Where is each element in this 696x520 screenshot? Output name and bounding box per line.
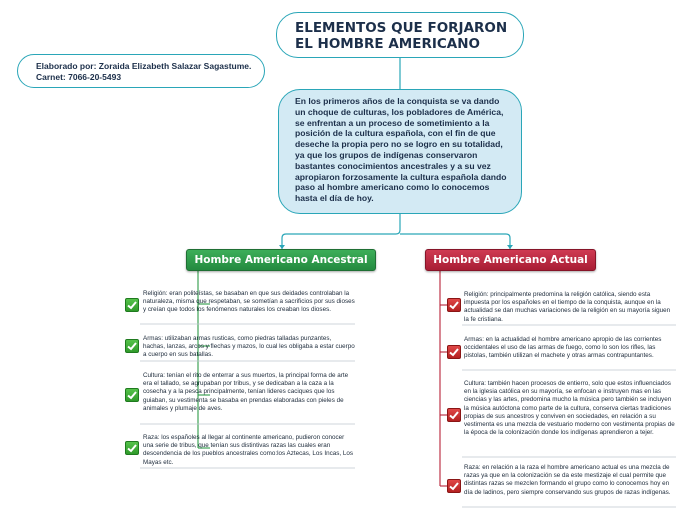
actual-item-armas[interactable]: Armas: en la actualidad el hombre americano apropio de las corrientes occidentales el uso de las armas de fuego, como lo son los rifles, las pistolas, también utilizan el machete y otras armas contrapuntantes. <box>464 336 662 360</box>
ancestral-item-cultura[interactable]: Cultura: tenían el rito de enterrar a sus muertos, la principal forma de arte era el tallado, se agrupaban por tribus, y se dedicaban a la caza a la cosecha y a la pesca principalmente, tenían lideres caciques que los guiaban, su vestimenta se basaba en prendas elaboradas con pieles de animales y plumaje de aves. <box>143 372 349 412</box>
connector-intro-ancestral <box>282 214 400 249</box>
author-text: Elaborado por: Zoraida Elizabeth Salazar Sagastume. Carnet: 7066-20-5493 <box>36 61 252 82</box>
actual-item-religion[interactable]: Religión: principalmente predomina la religión católica, siendo esta impuesta por los españoles en el tiempo de la conquista, aunque en la actualidad se dan muchas variaciones de la religión en su mayoría siguen la fe cristiana. <box>464 291 671 323</box>
intro-text: En los primeros años de la conquista se va dando un choque de culturas, los pobladores de América, se enfrentan a un proceso de sometimiento a la posición de la cultura española, con el fin de que deseche la propia pero no se logro en su totalidad, ya que los grupos de indígenas conservaron bastantes conocimientos ancestrales y a su vez apropiaron forzosamente la cultura española dando paso al hombre americano como lo conocemos hasta el día de hoy. <box>295 96 507 204</box>
connector-intro-actual <box>400 234 510 249</box>
branch-actual-header[interactable]: Hombre Americano Actual <box>425 249 596 271</box>
ancestral-item-religion[interactable]: Religión: eran politeístas, se basaban en que sus deidades controlaban la naturaleza, misma que respetaban, se sometían a sacrificios por sus dioses y creían que todos los fenómenos naturales los creaban los dioses. <box>143 290 355 314</box>
checkmark-icon <box>447 298 461 312</box>
checkmark-icon <box>125 298 139 312</box>
checkmark-icon <box>125 339 139 353</box>
checkmark-icon <box>447 408 461 422</box>
diagram-title: ELEMENTOS QUE FORJARON EL HOMBRE AMERICANO <box>295 20 508 52</box>
branch-ancestral-header[interactable]: Hombre Americano Ancestral <box>186 249 376 271</box>
actual-item-raza[interactable]: Raza: en relación a la raza el hombre americano actual es una mezcla de razas ya que en la colonización se da este mestizaje el cual permite que distintas razas se mezclen formando el grupo como lo conocemos hoy en día de ladinos, pero siempre conservando sus grupos de razas indígenas. <box>464 464 671 496</box>
ancestral-item-armas[interactable]: Armas: utilizaban armas rusticas, como piedras talladas punzantes, hachas, lanzas, arcos y flechas y mazos, lo cual les obligaba a estar cuerpo a cuerpo en sus batallas. <box>143 335 355 359</box>
ancestral-item-raza[interactable]: Raza: los españoles al llegar al continente americano, pudieron conocer una serie de tribus, que tenían sus distintivas razas las cuales eran descendencia de los pueblos ancestrales como:los Aztecas, Los Incas, Los Mayas etc. <box>143 434 354 466</box>
checkmark-icon <box>125 441 139 455</box>
intro-node[interactable] <box>278 89 522 214</box>
checkmark-icon <box>447 345 461 359</box>
checkmark-icon <box>125 388 139 402</box>
actual-item-cultura[interactable]: Cultura: también hacen procesos de entierro, solo que estos influenciados en la iglesia católica en su mayoría, se enfocan e instruyen mas en las ciencias y las artes, predomina mucho la música pero también se incluyen la música autóctona como parte de la cultura, conserva ciertas tradiciones propias de sus ancestros y conviven en sociedades, en relación a su vestimenta es una mezcla de vestuario moderno con vestimenta propias de la época de la colonización donde los indígenas aprendieron a tejer. <box>464 380 675 437</box>
checkmark-icon <box>447 479 461 493</box>
title-node[interactable] <box>276 12 524 58</box>
author-node[interactable] <box>17 54 265 88</box>
